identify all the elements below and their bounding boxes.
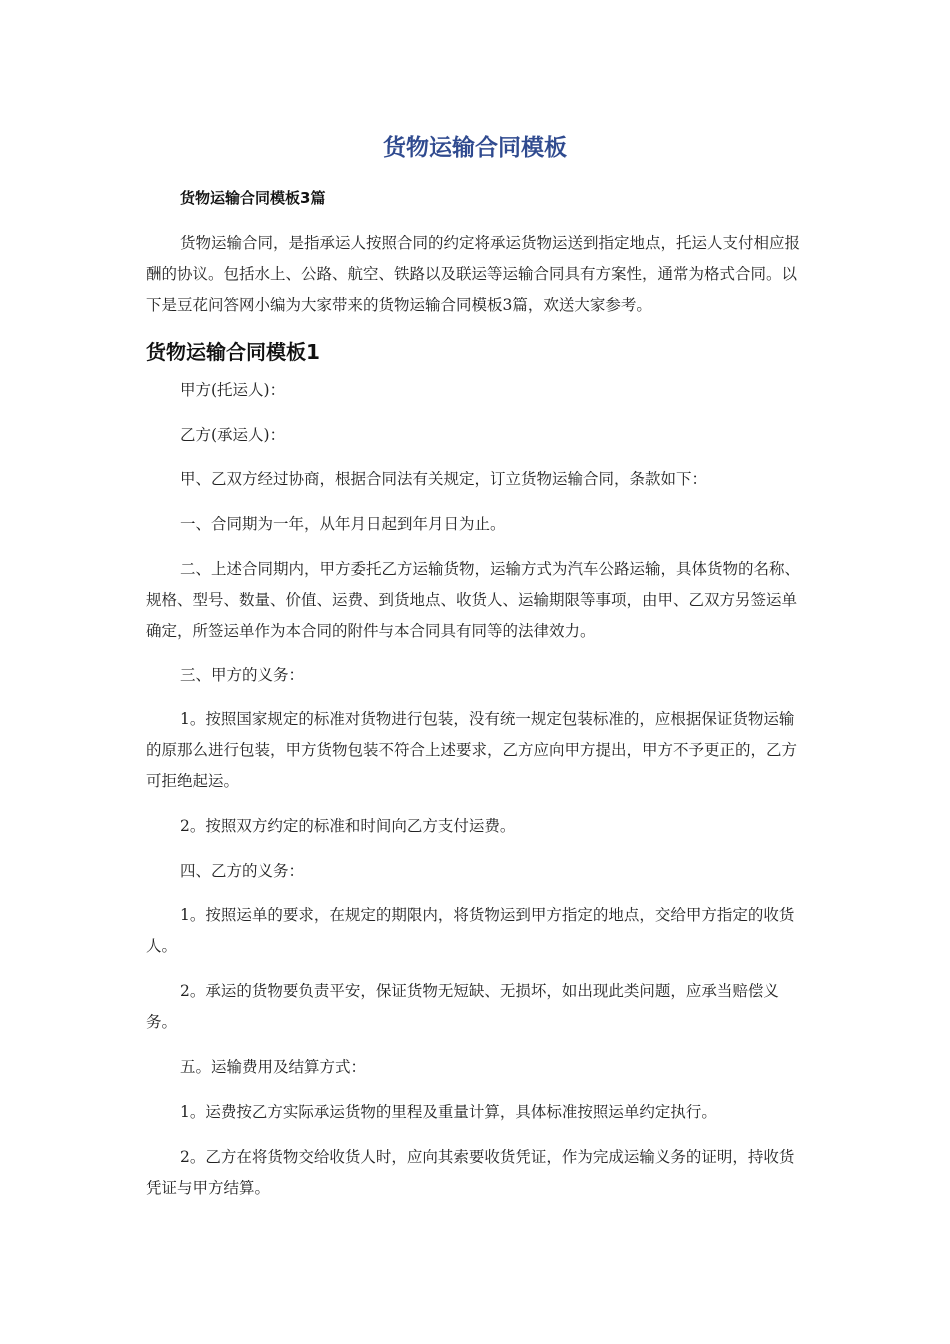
intro-paragraph: 货物运输合同，是指承运人按照合同的约定将承运货物运送到指定地点，托运人支付相应报酬的协议。包括水上、公路、航空、铁路以及联运等运输合同具有方案性，通常为格式合同。以下是豆花问答网小编为大家带来的货物运输合同模板3篇，欢送大家参考。 [146,234,801,314]
section-heading: 货物运输合同模板1 [146,340,320,364]
agreement-intro: 甲、乙双方经过协商，根据合同法有关规定，订立货物运输合同，条款如下： [180,470,708,488]
fee-item-1: 1。运费按乙方实际承运货物的里程及重量计算，具体标准按照运单约定执行。 [180,1103,717,1121]
fee-item-2: 2。乙方在将货物交给收货人时，应向其索要收货凭证，作为完成运输义务的证明，持收货凭证与甲方结算。 [146,1148,795,1197]
party-a-duty-1: 1。按照国家规定的标准对货物进行包装，没有统一规定包装标准的，应根据保证货物运输的原那么进行包装，甲方货物包装不符合上述要求，乙方应向甲方提出，甲方不予更正的，乙方可拒绝起运。 [146,710,798,790]
party-b-line: 乙方(承运人)： [180,426,286,444]
party-b-duty-2: 2。承运的货物要负责平安，保证货物无短缺、无损坏，如出现此类问题，应承当赔偿义务。 [146,982,779,1031]
clause-party-b-duties: 四、乙方的义务： [180,862,305,880]
clause-party-a-duties: 三、甲方的义务： [180,666,305,684]
clause-term: 一、合同期为一年，从年月日起到年月日为止。 [180,515,506,533]
clause-fees: 五。运输费用及结算方式： [180,1058,367,1076]
party-a-line: 甲方(托运人)： [180,381,286,399]
party-a-duty-2: 2。按照双方约定的标准和时间向乙方支付运费。 [180,817,516,835]
clause-scope: 二、上述合同期内，甲方委托乙方运输货物，运输方式为汽车公路运输，具体货物的名称、规格、型号、数量、价值、运费、到货地点、收货人、运输期限等事项，由甲、乙双方另签运单确定，所签运单作为本合同的附件与本合同具有同等的法律效力。 [146,560,801,640]
document-title: 货物运输合同模板 [383,135,567,161]
party-b-duty-1: 1。按照运单的要求，在规定的期限内，将货物运到甲方指定的地点，交给甲方指定的收货人。 [146,906,795,955]
document-subtitle: 货物运输合同模板3篇 [180,189,326,207]
